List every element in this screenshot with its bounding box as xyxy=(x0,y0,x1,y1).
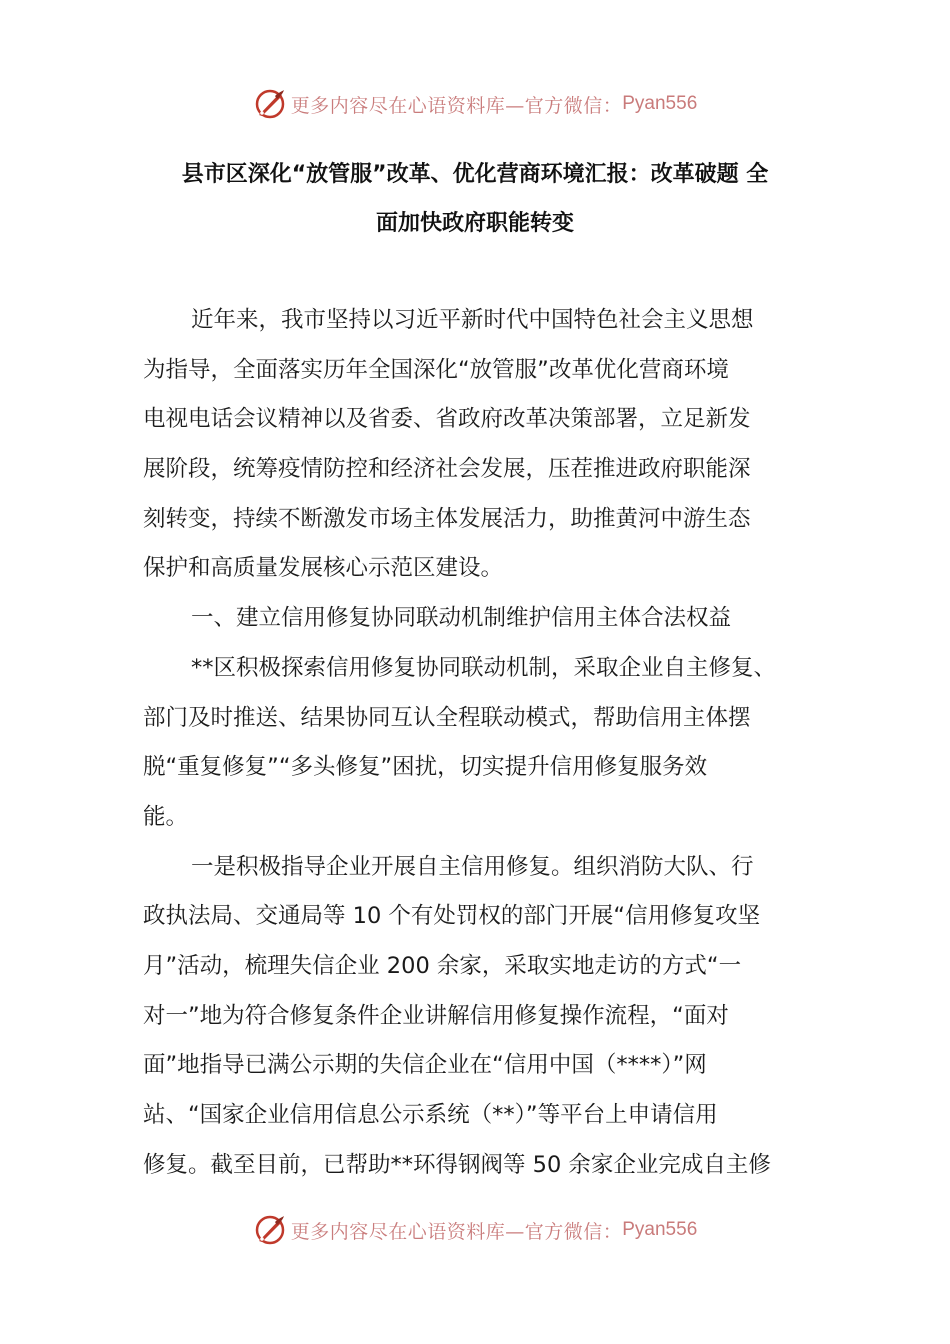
watermark-text: 更多内容尽在心语资料库—官方微信： xyxy=(290,94,623,117)
watermark-wechat-id: Pyan556 xyxy=(622,93,698,114)
body-line: 近年来，我市坚持以习近平新时代中国特色社会主义思想 xyxy=(191,307,754,333)
header-watermark xyxy=(0,82,950,126)
body-line: 政执法局、交通局等 10 个有处罚权的部门开展“信用修复攻坚 xyxy=(143,903,761,930)
body-line: 面”地指导已满公示期的失信企业在“信用中国（****）”网 xyxy=(143,1052,707,1079)
body-line: 站、“国家企业信用信息公示系统（**）”等平台上申请信用 xyxy=(143,1102,718,1128)
footer-watermark xyxy=(0,1208,950,1252)
body-line: 展阶段，统筹疫情防控和经济社会发展，压茬推进政府职能深 xyxy=(143,456,751,483)
body-line: **区积极探索信用修复协同联动机制，采取企业自主修复、 xyxy=(191,654,777,681)
watermark-wechat-id: Pyan556 xyxy=(622,1219,698,1240)
quill-pen-logo-icon xyxy=(253,1213,287,1247)
body-line: 刻转变，持续不断激发市场主体发展活力，助推黄河中游生态 xyxy=(143,505,751,532)
title-line: 面加快政府职能转变 xyxy=(375,211,574,236)
body-line: 为指导，全面落实历年全国深化“放管服”改革优化营商环境 xyxy=(143,356,729,383)
title-line: 县市区深化“放管服”改革、优化营商环境汇报：改革破题 全 xyxy=(181,162,769,187)
body-line: 电视电话会议精神以及省委、省政府改革决策部署，立足新发 xyxy=(143,406,751,433)
body-line: 脱“重复修复”“多头修复”困扰，切实提升信用修复服务效 xyxy=(143,754,708,781)
body-line: 修复。截至目前，已帮助**环得钢阀等 50 余家企业完成自主修 xyxy=(143,1151,771,1178)
watermark-text: 更多内容尽在心语资料库—官方微信： xyxy=(290,1220,623,1243)
body-line: 月”活动，梳理失信企业 200 余家，采取实地走访的方式“一 xyxy=(143,952,742,979)
section-heading: 一、建立信用修复协同联动机制维护信用主体合法权益 xyxy=(191,605,732,632)
body-line: 能。 xyxy=(143,803,189,830)
quill-pen-logo-icon xyxy=(253,87,287,121)
document-title xyxy=(140,150,810,248)
body-line: 保护和高质量发展核心示范区建设。 xyxy=(143,555,504,582)
body-line: 对一”地为符合修复条件企业讲解信用修复操作流程，“面对 xyxy=(143,1002,729,1029)
document-body xyxy=(143,296,833,1190)
body-line: 一是积极指导企业开展自主信用修复。组织消防大队、行 xyxy=(191,853,754,880)
body-line: 部门及时推送、结果协同互认全程联动模式，帮助信用主体摆 xyxy=(143,704,751,731)
